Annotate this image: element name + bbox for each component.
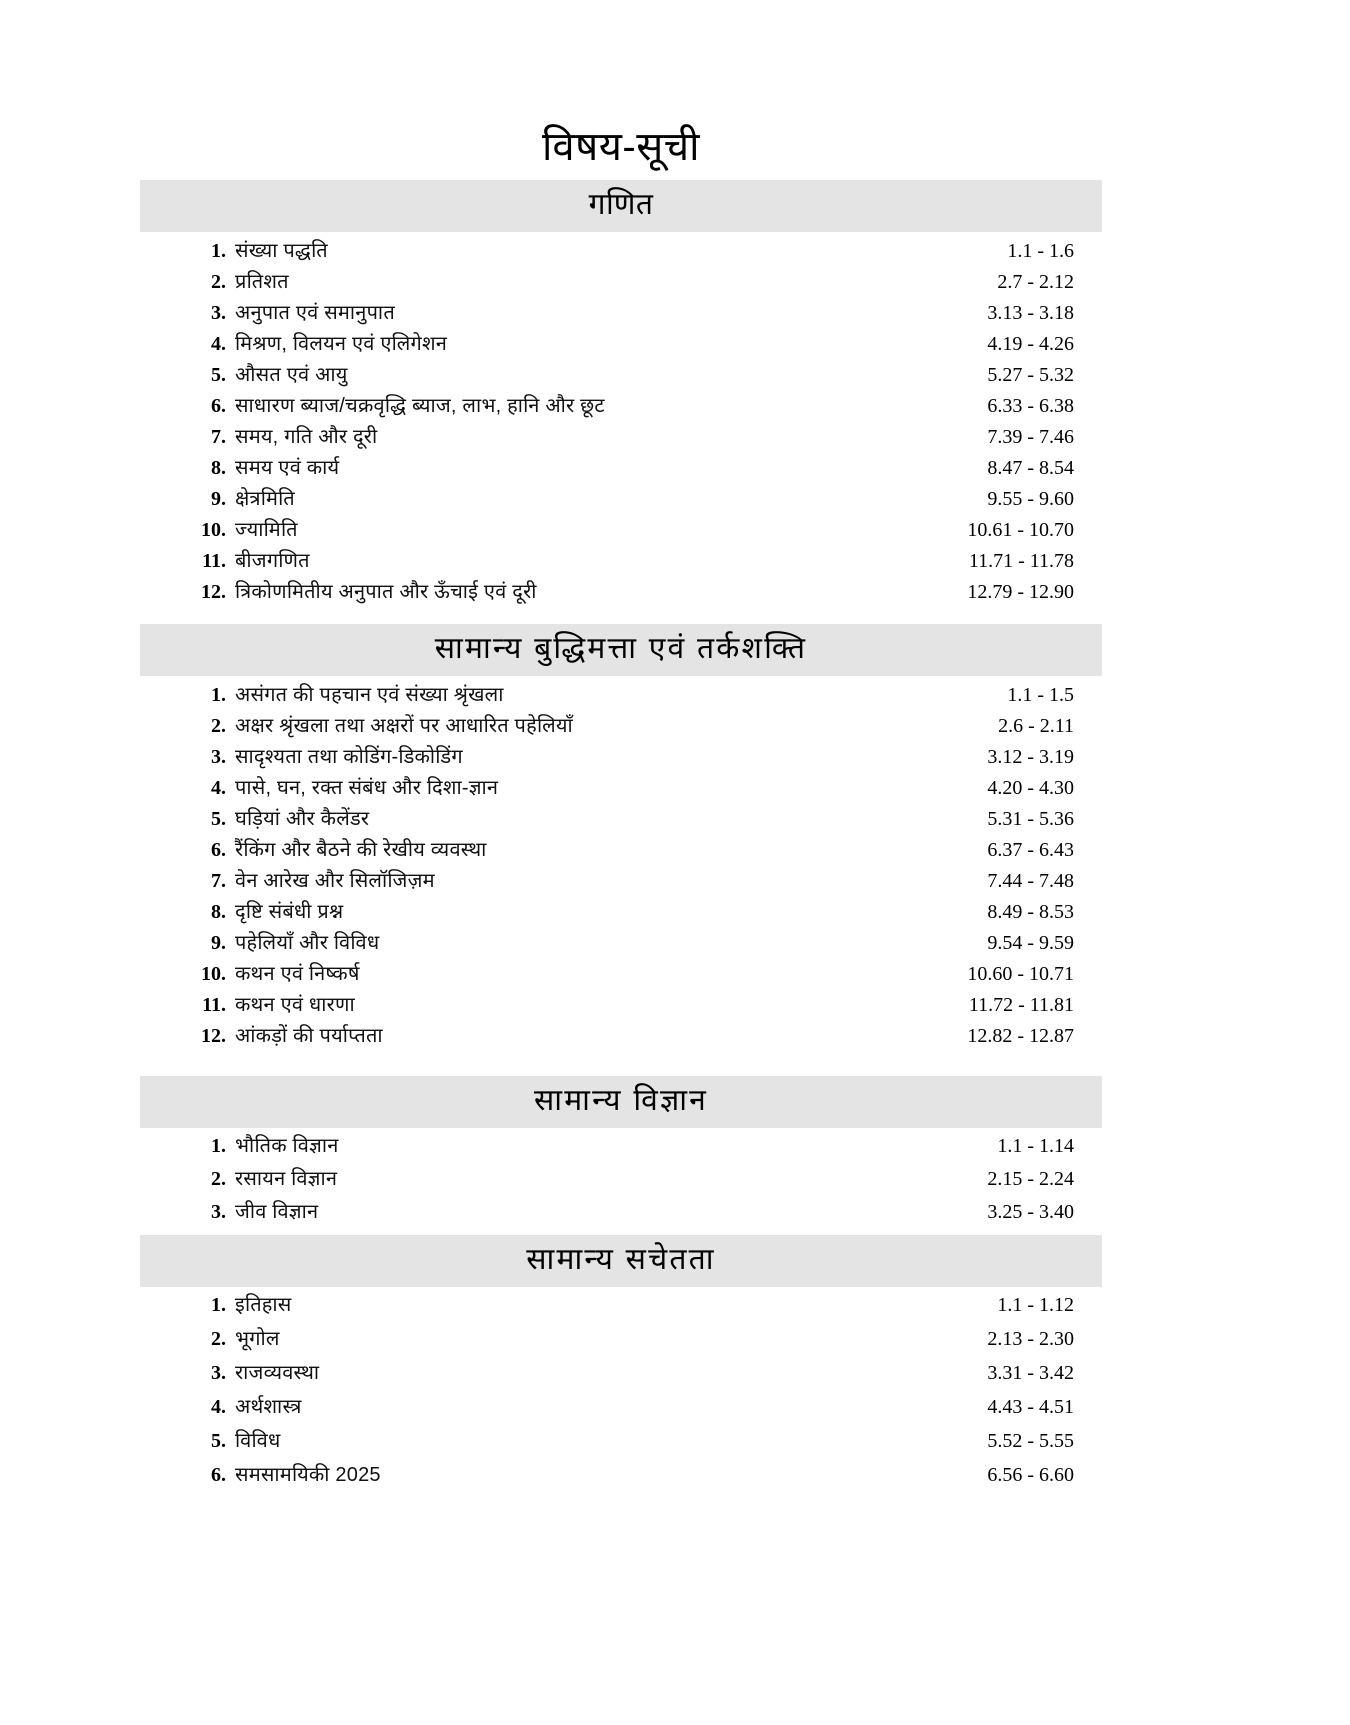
- entry-page-range: 10.61 - 10.70: [967, 519, 1074, 541]
- toc-entry[interactable]: [140, 458, 1102, 478]
- toc-entry[interactable]: [140, 933, 1102, 953]
- entry-page-range: 6.37 - 6.43: [987, 839, 1074, 861]
- toc-entry[interactable]: [140, 1026, 1102, 1046]
- entry-title: क्षेत्रमिति: [235, 488, 295, 510]
- entry-number: 4.: [211, 333, 226, 355]
- entry-page-range: 12.82 - 12.87: [967, 1025, 1074, 1047]
- entry-page-range: 11.71 - 11.78: [968, 550, 1074, 572]
- entry-number: 2.: [211, 1168, 226, 1190]
- toc-entry[interactable]: [140, 809, 1102, 829]
- entry-page-range: 2.15 - 2.24: [987, 1168, 1074, 1190]
- entry-number: 2.: [211, 271, 226, 293]
- page-title: विषय-सूची: [541, 125, 701, 169]
- section-heading-science: सामान्य विज्ञान: [140, 1076, 1102, 1128]
- toc-entry[interactable]: [140, 427, 1102, 447]
- entry-title: कथन एवं धारणा: [235, 994, 355, 1016]
- entry-number: 5.: [211, 364, 226, 386]
- entry-number: 6.: [211, 1464, 226, 1486]
- entry-list-science: [140, 1128, 1102, 1222]
- toc-entry[interactable]: [140, 1295, 1102, 1315]
- entry-page-range: 3.31 - 3.42: [987, 1362, 1074, 1384]
- toc-entry[interactable]: [140, 1397, 1102, 1417]
- entry-number: 1.: [211, 1135, 226, 1157]
- entry-page-range: 1.1 - 1.6: [1007, 240, 1074, 262]
- toc-entry[interactable]: [140, 871, 1102, 891]
- entry-title: रसायन विज्ञान: [235, 1168, 338, 1190]
- section-awareness: [140, 1235, 1102, 1485]
- entry-number: 4.: [211, 1396, 226, 1418]
- toc-entry[interactable]: [140, 1363, 1102, 1383]
- entry-title: संख्या पद्धति: [235, 240, 328, 262]
- toc-entry[interactable]: [140, 241, 1102, 261]
- section-math: [140, 180, 1102, 602]
- entry-page-range: 8.47 - 8.54: [987, 457, 1074, 479]
- toc-entry[interactable]: [140, 396, 1102, 416]
- entry-page-range: 1.1 - 1.14: [997, 1135, 1074, 1157]
- entry-title: सादृश्यता तथा कोडिंग-डिकोडिंग: [235, 746, 463, 768]
- entry-number: 8.: [211, 901, 226, 923]
- entry-list-math: [140, 232, 1102, 602]
- entry-title: जीव विज्ञान: [235, 1201, 319, 1223]
- entry-list-reasoning: [140, 676, 1102, 1046]
- toc-entry[interactable]: [140, 272, 1102, 292]
- entry-title: प्रतिशत: [235, 271, 289, 293]
- entry-page-range: 3.13 - 3.18: [987, 302, 1074, 324]
- entry-title: साधारण ब्याज/चक्रवृद्धि ब्याज, लाभ, हानि और छूट: [235, 395, 605, 417]
- entry-number: 11.: [202, 550, 226, 572]
- entry-title: पासे, घन, रक्त संबंध और दिशा-ज्ञान: [235, 777, 499, 799]
- entry-page-range: 7.39 - 7.46: [987, 426, 1074, 448]
- entry-title: बीजगणित: [235, 550, 310, 572]
- entry-number: 5.: [211, 1430, 226, 1452]
- entry-page-range: 4.43 - 4.51: [987, 1396, 1074, 1418]
- toc-entry[interactable]: [140, 778, 1102, 798]
- entry-page-range: 2.7 - 2.12: [997, 271, 1074, 293]
- section-reasoning: [140, 624, 1102, 1046]
- toc-entry[interactable]: [140, 995, 1102, 1015]
- toc-entry[interactable]: [140, 1136, 1102, 1156]
- entry-title: पहेलियाँ और विविध: [235, 932, 380, 954]
- toc-entry[interactable]: [140, 489, 1102, 509]
- entry-page-range: 4.19 - 4.26: [987, 333, 1074, 355]
- entry-title: आंकड़ों की पर्याप्तता: [235, 1025, 383, 1047]
- toc-entry[interactable]: [140, 685, 1102, 705]
- entry-title: वेन आरेख और सिलॉजिज़म: [235, 870, 435, 892]
- sections-container: [140, 180, 1102, 1485]
- entry-number: 10.: [201, 519, 226, 541]
- entry-title: राजव्यवस्था: [235, 1362, 320, 1384]
- entry-title: अक्षर श्रृंखला तथा अक्षरों पर आधारित पहेलियाँ: [235, 715, 573, 737]
- toc-entry[interactable]: [140, 964, 1102, 984]
- entry-page-range: 9.55 - 9.60: [987, 488, 1074, 510]
- entry-title: समय एवं कार्य: [235, 457, 340, 479]
- entry-page-range: 2.6 - 2.11: [998, 715, 1074, 737]
- entry-page-range: 5.31 - 5.36: [987, 808, 1074, 830]
- entry-number: 12.: [201, 581, 226, 603]
- entry-number: 3.: [211, 302, 226, 324]
- entry-title: समसामयिकी 2025: [235, 1464, 381, 1486]
- entry-number: 11.: [202, 994, 226, 1016]
- entry-number: 7.: [211, 426, 226, 448]
- toc-entry[interactable]: [140, 902, 1102, 922]
- entry-title: घड़ियां और कैलेंडर: [235, 808, 370, 830]
- entry-number: 1.: [211, 1294, 226, 1316]
- toc-entry[interactable]: [140, 1202, 1102, 1222]
- entry-number: 3.: [211, 746, 226, 768]
- toc-entry[interactable]: [140, 551, 1102, 571]
- entry-number: 3.: [211, 1201, 226, 1223]
- entry-title: त्रिकोणमितीय अनुपात और ऊँचाई एवं दूरी: [235, 581, 537, 603]
- entry-number: 6.: [211, 839, 226, 861]
- entry-title: मिश्रण, विलयन एवं एलिगेशन: [235, 333, 448, 355]
- entry-title: रैंकिंग और बैठने की रेखीय व्यवस्था: [235, 839, 487, 861]
- toc-entry[interactable]: [140, 747, 1102, 767]
- entry-page-range: 6.56 - 6.60: [987, 1464, 1074, 1486]
- entry-title: ज्यामिति: [235, 519, 298, 541]
- section-science: [140, 1076, 1102, 1222]
- entry-title: असंगत की पहचान एवं संख्या श्रृंखला: [235, 684, 504, 706]
- toc-entry[interactable]: [140, 303, 1102, 323]
- entry-number: 4.: [211, 777, 226, 799]
- toc-entry[interactable]: [140, 1465, 1102, 1485]
- table-of-contents: [140, 0, 1102, 1499]
- entry-title: अर्थशास्त्र: [235, 1396, 302, 1418]
- entry-title: कथन एवं निष्कर्ष: [235, 963, 360, 985]
- entry-page-range: 3.12 - 3.19: [987, 746, 1074, 768]
- entry-page-range: 2.13 - 2.30: [987, 1328, 1074, 1350]
- entry-title: अनुपात एवं समानुपात: [235, 302, 395, 324]
- entry-page-range: 10.60 - 10.71: [967, 963, 1074, 985]
- entry-list-awareness: [140, 1287, 1102, 1485]
- entry-number: 6.: [211, 395, 226, 417]
- entry-title: समय, गति और दूरी: [235, 426, 378, 448]
- entry-page-range: 6.33 - 6.38: [987, 395, 1074, 417]
- entry-title: भौतिक विज्ञान: [235, 1135, 339, 1157]
- section-heading-awareness: सामान्य सचेतता: [140, 1235, 1102, 1287]
- toc-entry[interactable]: [140, 520, 1102, 540]
- entry-number: 9.: [211, 488, 226, 510]
- entry-number: 10.: [201, 963, 226, 985]
- toc-entry[interactable]: [140, 582, 1102, 602]
- entry-number: 7.: [211, 870, 226, 892]
- entry-page-range: 1.1 - 1.5: [1007, 684, 1074, 706]
- toc-entry[interactable]: [140, 716, 1102, 736]
- entry-number: 1.: [211, 240, 226, 262]
- entry-page-range: 7.44 - 7.48: [987, 870, 1074, 892]
- entry-page-range: 9.54 - 9.59: [987, 932, 1074, 954]
- entry-number: 5.: [211, 808, 226, 830]
- entry-page-range: 8.49 - 8.53: [987, 901, 1074, 923]
- entry-number: 1.: [211, 684, 226, 706]
- section-heading-math: गणित: [140, 180, 1102, 232]
- entry-title: विविध: [235, 1430, 281, 1452]
- entry-title: भूगोल: [235, 1328, 280, 1350]
- entry-title: औसत एवं आयु: [235, 364, 348, 386]
- toc-entry[interactable]: [140, 840, 1102, 860]
- toc-entry[interactable]: [140, 1431, 1102, 1451]
- entry-page-range: 12.79 - 12.90: [967, 581, 1074, 603]
- entry-title: दृष्टि संबंधी प्रश्न: [235, 901, 344, 923]
- toc-entry[interactable]: [140, 1169, 1102, 1189]
- entry-number: 12.: [201, 1025, 226, 1047]
- entry-title: इतिहास: [235, 1294, 292, 1316]
- entry-page-range: 1.1 - 1.12: [997, 1294, 1074, 1316]
- entry-page-range: 3.25 - 3.40: [987, 1201, 1074, 1223]
- entry-number: 9.: [211, 932, 226, 954]
- toc-entry[interactable]: [140, 334, 1102, 354]
- entry-number: 2.: [211, 715, 226, 737]
- entry-number: 2.: [211, 1328, 226, 1350]
- toc-entry[interactable]: [140, 365, 1102, 385]
- entry-page-range: 11.72 - 11.81: [968, 994, 1074, 1016]
- entry-page-range: 5.52 - 5.55: [987, 1430, 1074, 1452]
- entry-number: 3.: [211, 1362, 226, 1384]
- entry-page-range: 4.20 - 4.30: [987, 777, 1074, 799]
- entry-number: 8.: [211, 457, 226, 479]
- section-heading-reasoning: सामान्य बुद्धिमत्ता एवं तर्कशक्ति: [140, 624, 1102, 676]
- toc-entry[interactable]: [140, 1329, 1102, 1349]
- entry-page-range: 5.27 - 5.32: [987, 364, 1074, 386]
